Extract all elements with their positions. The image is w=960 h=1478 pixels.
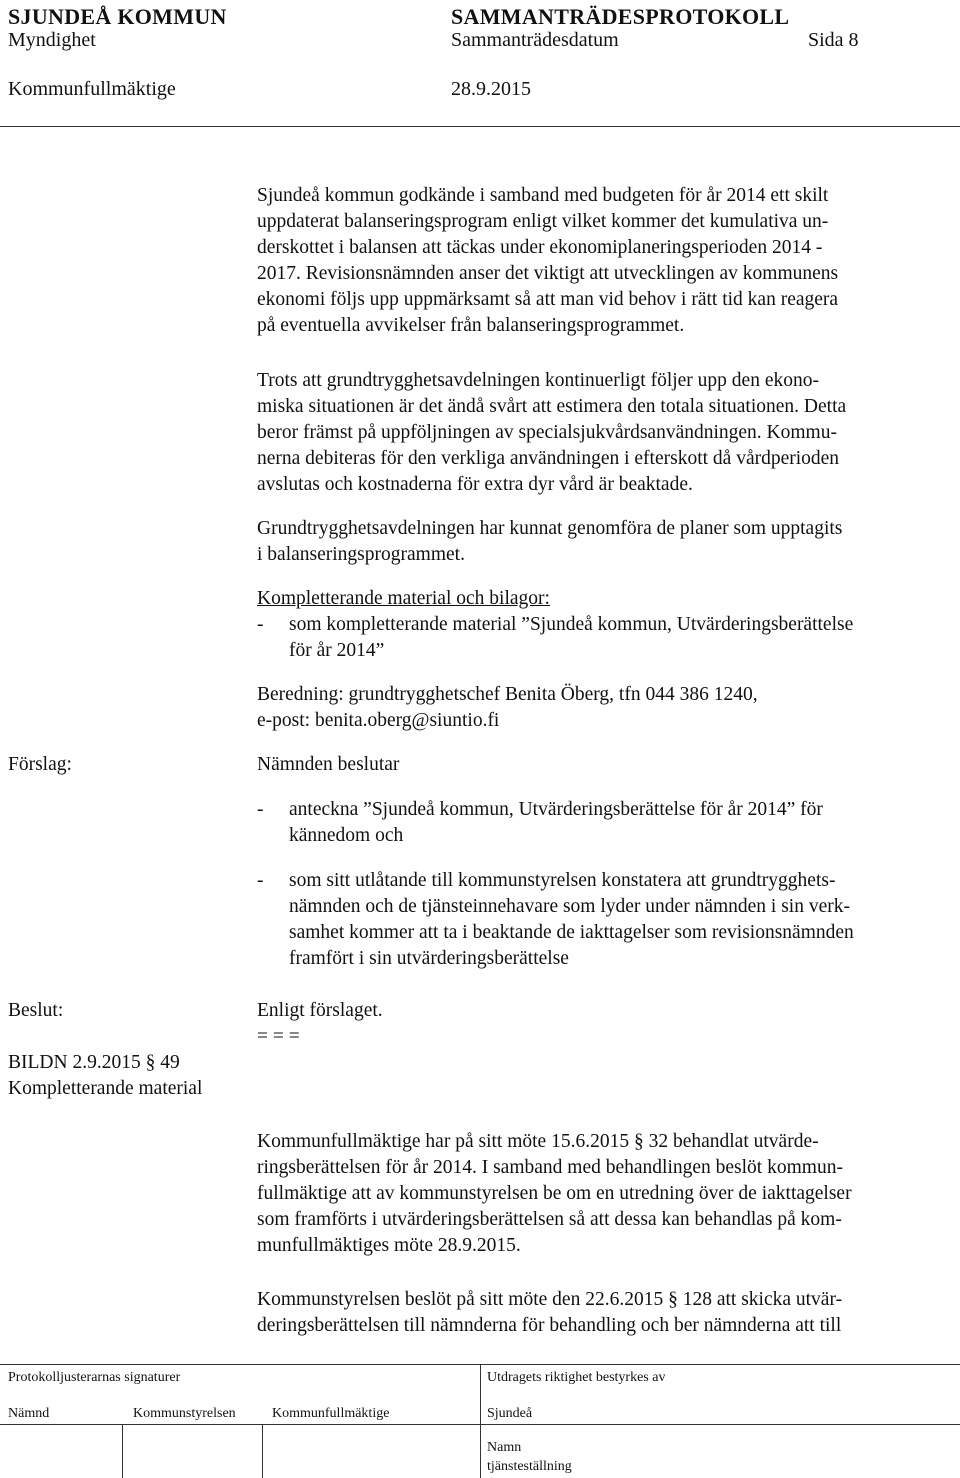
text-line: kännedom och: [289, 825, 404, 846]
proposal-label: Förslag:: [8, 754, 72, 775]
text-line: på eventuella avvikelser från balanseringsprogrammet.: [257, 315, 685, 336]
text-line: som framförts i utvärderingsberättelsen så att dessa kan behandlas på kom-: [257, 1209, 842, 1230]
authority-name: Kommunfullmäktige: [8, 78, 176, 100]
header-divider: [0, 126, 960, 127]
certification-place: Sjundeå: [487, 1406, 533, 1421]
signatures-label: Protokolljusterarnas signaturer: [8, 1370, 181, 1385]
certified-label: Utdragets riktighet bestyrkes av: [487, 1370, 666, 1385]
authority-label: Myndighet: [8, 29, 96, 51]
text-line: Grundtrygghetsavdelningen har kunnat genomföra de planer som upptagits: [257, 518, 843, 539]
list-dash: -: [257, 870, 264, 891]
text-line: som kompletterande material ”Sjundeå kommun, Utvärderingsberättelse: [289, 614, 854, 635]
attachment-item: [257, 612, 853, 664]
paragraph-budget-program: [257, 183, 838, 339]
paragraph-plans-completed: [257, 516, 842, 568]
bildn-label: Kompletterande material: [8, 1078, 203, 1099]
text-line: anteckna ”Sjundeå kommun, Utvärderingsberättelse för år 2014” för: [289, 799, 823, 820]
text-line: ringsberättelsen för år 2014. I samband med behandlingen beslöt kommun-: [257, 1157, 843, 1178]
paragraph-board-decision: [257, 1287, 842, 1339]
paragraph-council-meeting: [257, 1129, 852, 1259]
paragraph-economic-situation: [257, 368, 846, 498]
text-line: ekonomi följs upp uppmärksamt så att man vid behov i rätt tid kan reagera: [257, 289, 839, 310]
certifier-name-label: Namn: [487, 1440, 522, 1455]
text-line: deringsberättelsen till nämnderna för behandling och ber nämnderna att till: [257, 1315, 842, 1336]
protocol-title: SAMMANTRÄDESPROTOKOLL: [451, 4, 790, 29]
text-line: för år 2014”: [289, 640, 385, 661]
text-line: munfullmäktiges möte 28.9.2015.: [257, 1235, 521, 1256]
list-dash: -: [257, 614, 264, 635]
decision-label: Beslut:: [8, 1000, 64, 1021]
signature-divider: [122, 1424, 123, 1478]
text-line: i balanseringsprogrammet.: [257, 544, 465, 565]
text-line: nämnden och de tjänsteinnehavare som lyder under nämnden i sin verk-: [289, 896, 850, 917]
attachments-heading: Kompletterande material och bilagor:: [257, 588, 550, 609]
footer-column-divider: [480, 1364, 481, 1478]
signature-column-board: Nämnd: [8, 1406, 50, 1421]
text-line: beror främst på uppföljningen av specialsjukvårdsanvändningen. Kommu-: [257, 422, 837, 443]
list-dash: -: [257, 799, 264, 820]
signature-column-council: Kommunfullmäktige: [272, 1406, 390, 1421]
footer-inner-rule: [0, 1424, 960, 1425]
text-line: Kommunfullmäktige har på sitt möte 15.6.2015 § 32 behandlat utvärde-: [257, 1131, 819, 1152]
text-line: Kommunstyrelsen beslöt på sitt möte den 22.6.2015 § 128 att skicka utvär-: [257, 1289, 843, 1310]
preparation-contact: [257, 682, 758, 734]
text-line: 2017. Revisionsnämnden anser det viktigt att utvecklingen av kommunens: [257, 263, 839, 284]
text-line: som sitt utlåtande till kommunstyrelsen konstatera att grundtrygghets-: [289, 870, 836, 891]
text-line: fullmäktige att av kommunstyrelsen be om en utredning över de iakttagelser: [257, 1183, 852, 1204]
decision-separator: = = =: [257, 1026, 300, 1047]
text-line: avslutas och kostnaderna för extra dyr vård är beaktade.: [257, 474, 693, 495]
page-number: Sida 8: [808, 29, 859, 51]
proposal-item-1: [257, 797, 823, 849]
text-line: miska situationen är det ändå svårt att estimera den totala situationen. Detta: [257, 396, 847, 417]
text-line: derskottet i balansen att täckas under ekonomiplaneringsperioden 2014 -: [257, 237, 823, 258]
certifier-title-label: tjänsteställning: [487, 1459, 572, 1474]
meeting-date: 28.9.2015: [451, 78, 531, 100]
bildn-reference: BILDN 2.9.2015 § 49: [8, 1052, 180, 1073]
text-line: samhet kommer att ta i beaktande de iakttagelser som revisionsnämnden: [289, 922, 854, 943]
text-line: e-post: benita.oberg@siuntio.fi: [257, 710, 500, 731]
signature-divider: [262, 1424, 263, 1478]
decision-text: Enligt förslaget.: [257, 1000, 383, 1021]
proposal-item-2: [257, 868, 854, 972]
proposal-intro: Nämnden beslutar: [257, 754, 400, 775]
text-line: uppdaterat balanseringsprogram enligt vilket kommer det kumulativa un-: [257, 211, 829, 232]
signature-column-executive: Kommunstyrelsen: [133, 1406, 236, 1421]
text-line: Trots att grundtrygghetsavdelningen kontinuerligt följer upp den ekono-: [257, 370, 819, 391]
organization-name: SJUNDEÅ KOMMUN: [8, 4, 227, 29]
text-line: nerna debiteras för den verkliga användningen i efterskott då vårdperioden: [257, 448, 840, 469]
text-line: Sjundeå kommun godkände i samband med budgeten för år 2014 ett skilt: [257, 185, 829, 206]
meeting-date-label: Sammanträdesdatum: [451, 29, 619, 51]
text-line: framfört i sin utvärderingsberättelse: [289, 948, 569, 969]
text-line: Beredning: grundtrygghetschef Benita Öberg, tfn 044 386 1240,: [257, 684, 758, 705]
